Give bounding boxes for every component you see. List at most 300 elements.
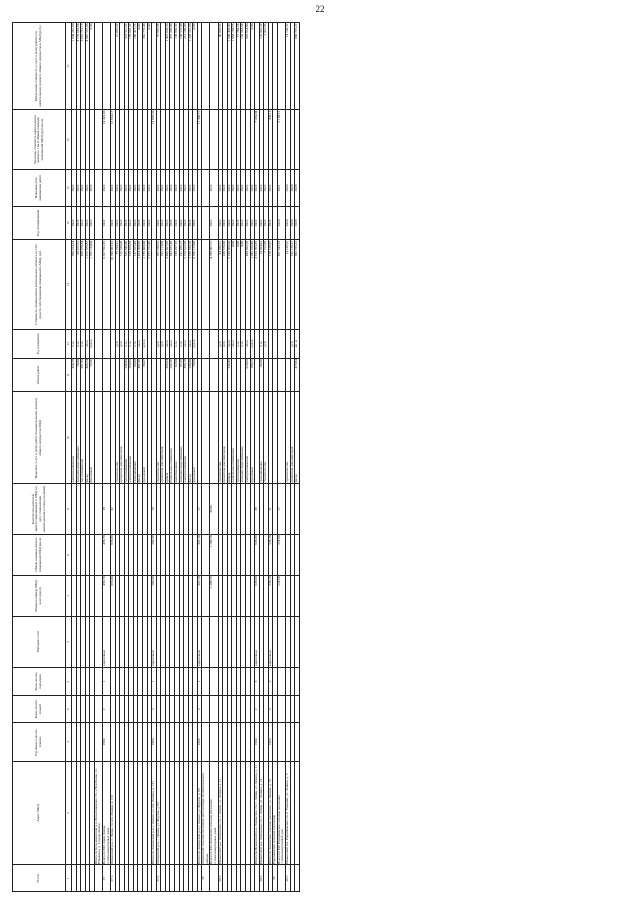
cell-end-date: 2022	[165, 170, 170, 206]
cell-max-cost	[94, 23, 102, 110]
cell-cost: 357 758,52	[156, 240, 161, 329]
column-number: 3	[66, 723, 72, 762]
cell-floors: 2	[268, 696, 273, 723]
cell-volume	[210, 358, 218, 392]
cell-year: 1964	[152, 723, 157, 762]
cell-work-type: строительство	[156, 392, 161, 484]
cell-work-type: кровля	[227, 392, 232, 484]
cell-end-date: 2022	[264, 170, 269, 206]
cell-end-date: 2022	[227, 170, 232, 206]
cell-living-area: 673,00	[111, 534, 116, 575]
cell-unit: куб.м	[143, 329, 148, 358]
cell-number	[295, 865, 300, 892]
cell-work-type: электроснабжение	[129, 392, 134, 484]
cell-end-date: 2022	[124, 170, 129, 206]
column-number: 17	[66, 23, 72, 110]
cell-plan-year: 2022	[85, 206, 90, 240]
cell-cost: 2 374 615,00	[184, 240, 189, 329]
cell-cost: 1 739 400,00	[143, 240, 148, 329]
cell-residents: 17	[277, 484, 285, 535]
column-header: Объем работ	[13, 358, 66, 392]
cell-residents: 17	[197, 484, 202, 535]
cell-address: Всего по МО Родниковское сельское поселение 1 многоквартирный дом	[277, 761, 285, 865]
cell-volume: 28,00	[76, 358, 81, 392]
cell-wall-material: кирпичные	[255, 616, 260, 667]
column-header: Предельная стоимость услуги и (или) работы по капитальному ремонту общего имущества в МКД (руб.)	[13, 23, 66, 110]
cell-work-type: фундамент	[250, 392, 255, 484]
cell-volume: 415,94	[295, 358, 300, 392]
cell-volume: 95,50	[179, 358, 184, 392]
cell-max-cost: 0,00	[90, 23, 95, 110]
cell-unit: п.м.	[179, 329, 184, 358]
cell-unit: кв.м	[85, 329, 90, 358]
cell-end-date: 2020	[286, 170, 291, 206]
cell-wall-material: кирпичные	[102, 616, 110, 667]
cell-unit: руб.	[115, 329, 120, 358]
cell-unit	[94, 329, 102, 358]
cell-end-date: 2022	[129, 170, 134, 206]
cell-plan-year: 2022	[210, 206, 218, 240]
cell-volume: 62,00	[174, 358, 179, 392]
cell-unit	[277, 329, 285, 358]
cell-end-date: 2022	[120, 170, 125, 206]
cell-residents: 18	[102, 484, 110, 535]
cell-unit: п.м.	[259, 329, 264, 358]
cell-end-date: 2022	[188, 170, 193, 206]
cell-residents: 21	[268, 484, 273, 535]
cell-entrances: 3	[255, 667, 260, 696]
cell-end-date: 2022	[81, 170, 86, 206]
cell-plan-year: 2022	[218, 206, 223, 240]
cell-max-cost: 75 985,89	[156, 23, 161, 110]
cell-plan-year: 2022	[184, 206, 189, 240]
cell-work-type: фасад	[138, 392, 143, 484]
cell-number: 27.1.	[111, 865, 116, 892]
cell-work-type: подвальные помещения	[232, 392, 237, 484]
cell-unit-cost	[202, 110, 210, 170]
cell-total-area	[295, 575, 300, 616]
cell-cost: 4 788 867,72	[210, 240, 218, 329]
cell-max-cost: 4 176 685,64	[76, 23, 81, 110]
cell-cost: 10 740 963,52	[111, 240, 116, 329]
cell-address: Родниковское сельское поселение	[273, 761, 278, 865]
cell-floors	[277, 696, 285, 723]
cell-unit: п.м.	[72, 329, 77, 358]
cell-cost: 1 379 329,20	[188, 240, 193, 329]
cell-number: 27.2.	[156, 865, 161, 892]
cell-end-date: 2021	[277, 170, 285, 206]
cell-plan-year: 2022	[156, 206, 161, 240]
header-row	[13, 23, 66, 892]
table-row	[94, 23, 102, 892]
cell-unit-cost	[210, 110, 218, 170]
cell-number: 28.1.	[218, 865, 223, 892]
cell-plan-year: 2020	[286, 206, 291, 240]
cell-floors	[295, 696, 300, 723]
cell-volume: 242,56	[170, 358, 175, 392]
cell-plan-year: 2020	[295, 206, 300, 240]
cell-max-cost: 1 058 168,95	[232, 23, 237, 110]
cell-end-date: 2022	[259, 170, 264, 206]
cell-unit: куб.м	[250, 329, 255, 358]
cell-year: 1963	[268, 723, 273, 762]
cell-cost: 660 725,22	[295, 240, 300, 329]
cell-volume: 628,60	[245, 358, 250, 392]
cell-volume	[202, 358, 210, 392]
cell-plan-year: 2022	[124, 206, 129, 240]
cell-end-date: 2020	[295, 170, 300, 206]
cell-plan-year: 2022	[236, 206, 241, 240]
cell-end-date: 2022	[102, 170, 110, 206]
cell-unit: кв.м	[227, 329, 232, 358]
table-row	[202, 23, 210, 892]
cell-work-type: фундамент	[90, 392, 95, 484]
cell-address: Итого по Лиманский р-н, г. Лиман, ул. Фрунзе, д. 93	[197, 761, 202, 865]
cell-plan-year: 2022	[193, 206, 198, 240]
cell-unit: куб.м	[193, 329, 198, 358]
cell-end-date: 2022	[241, 170, 246, 206]
cell-total-area: 458,70	[102, 575, 110, 616]
cell-plan-year: 2022	[245, 206, 250, 240]
cell-cost: 7 722,09	[264, 240, 269, 329]
cell-plan-year: 2022	[179, 206, 184, 240]
cell-end-date: 2022	[210, 170, 218, 206]
cell-plan-year: 2022	[81, 206, 86, 240]
cell-plan-year: 2022	[165, 206, 170, 240]
cell-plan-year: 2022	[255, 206, 260, 240]
cell-cost: 338 224,34	[72, 240, 77, 329]
cell-work-type: газоснабжение	[133, 392, 138, 484]
cell-work-type: проектная документация	[223, 392, 228, 484]
cell-total-area: 628,60	[255, 575, 260, 616]
table-row	[102, 23, 110, 892]
cell-work-type: проектная документация	[290, 392, 295, 484]
cell-cost: 4 610 763,35	[255, 240, 260, 329]
cell-end-date: 2022	[111, 170, 116, 206]
cell-address: Лиманский р-н, г. Лиман, ул. им. Ленина, д. 131	[111, 761, 116, 865]
cell-max-cost: 4 967 572,96	[85, 23, 90, 110]
cell-unit: руб.	[290, 329, 295, 358]
cell-cost: 161 526,17	[179, 240, 184, 329]
cell-cost: 0,00	[241, 240, 246, 329]
cell-cost: 79 190,51	[115, 240, 120, 329]
cell-plan-year: 2022	[161, 206, 166, 240]
cell-cost: 60 912,72	[76, 240, 81, 329]
cell-end-date: 2022	[133, 170, 138, 206]
cell-volume: 59,07	[143, 358, 148, 392]
cell-address: Лиманский сельское поселение эксплуатации муниципального района	[202, 761, 210, 865]
cell-unit: п.м.	[129, 329, 134, 358]
cell-end-date: 2022	[156, 170, 161, 206]
cell-unit: п.м.	[76, 329, 81, 358]
cell-floors	[202, 696, 210, 723]
cell-volume: 491,96	[138, 358, 143, 392]
cell-end-date: 2022	[143, 170, 148, 206]
table-row	[277, 23, 285, 892]
column-number: 10	[66, 392, 72, 484]
cell-volume: 369,64	[165, 358, 170, 392]
cell-work-type: фасад	[85, 392, 90, 484]
column-header: Общая площадь МКД, всего (кв.м)	[13, 575, 66, 616]
cell-total-area: 274,60	[277, 575, 285, 616]
cell-address: Всего по МО город Лиман 2 многоквартирных дома	[102, 761, 110, 865]
cell-number: 29	[273, 865, 278, 892]
cell-plan-year: 2022	[232, 206, 237, 240]
cell-end-date: 2022	[147, 170, 152, 206]
column-number: 14	[66, 206, 72, 240]
cell-unit: кв.м	[138, 329, 143, 358]
column-number: 8	[66, 534, 72, 575]
cell-unit: п.м.	[124, 329, 129, 358]
cell-work-type: проектная документация	[161, 392, 166, 484]
cell-unit: кв.м	[188, 329, 193, 358]
cell-cost: 6 327 652,35	[102, 240, 110, 329]
cell-work-type: строительство	[264, 392, 269, 484]
cell-volume: 76,60	[193, 358, 198, 392]
table-row	[295, 23, 300, 892]
cell-max-cost: 166 417,72	[133, 23, 138, 110]
cell-volume: 108,25	[250, 358, 255, 392]
cell-work-type: холодное водоснабжение	[241, 392, 246, 484]
cell-unit-cost: 14 603,59	[152, 110, 157, 170]
cell-unit-cost: 14 423,60	[102, 110, 110, 170]
cell-plan-year: 2022	[227, 206, 232, 240]
cell-work-type	[94, 392, 102, 484]
cell-max-cost: 362 773,40	[143, 23, 148, 110]
cell-cost: 0,00	[232, 240, 237, 329]
table-body	[72, 23, 300, 892]
cell-wall-material	[295, 616, 300, 667]
cell-entrances	[210, 667, 218, 696]
cell-year	[277, 723, 285, 762]
cell-cost: 198 257,76	[174, 240, 179, 329]
column-header: Адрес МКД	[13, 761, 66, 865]
cell-floors	[210, 696, 218, 723]
cell-unit: кв.м	[232, 329, 237, 358]
cell-end-date: 2022	[236, 170, 241, 206]
cell-work-type: водоотведение	[174, 392, 179, 484]
cell-address: Нежинский р-н, Лиманское с/п, с. Лиман, ул. Ленина, д. 11	[218, 761, 223, 865]
cell-work-type: проектная документация	[120, 392, 125, 484]
cell-cost: 137 015,48	[133, 240, 138, 329]
cell-address	[295, 761, 300, 865]
cell-end-date: 2022	[115, 170, 120, 206]
column-header: Перечень услуг и (или) работ по капитальному ремонту общего имущества МКД	[13, 392, 66, 484]
cell-unit: кв.м	[245, 329, 250, 358]
cell-living-area: 458,70	[102, 534, 110, 575]
cell-address: Нежинский р-н, Лиманское с/п, с. Лиман, ул. Ленина, д. 13	[259, 761, 264, 865]
cell-end-date: 2022	[245, 170, 250, 206]
cell-end-date: 2022	[90, 170, 95, 206]
cell-end-date: 2022	[184, 170, 189, 206]
column-number: 7	[66, 575, 72, 616]
cell-volume: 538,80	[188, 358, 193, 392]
cell-end-date: 2022	[138, 170, 143, 206]
cell-work-type: фасад	[188, 392, 193, 484]
cell-year	[295, 723, 300, 762]
column-number: 9	[66, 484, 72, 535]
cell-wall-material	[202, 616, 210, 667]
column-header: Плановая дата завершения работ	[13, 170, 66, 206]
cell-plan-year: 2020	[277, 206, 285, 240]
cell-entrances: 1	[197, 667, 202, 696]
cell-plan-year: 2022	[120, 206, 125, 240]
column-number: 5	[66, 667, 72, 696]
cell-living-area: 274,60	[277, 534, 285, 575]
table-container	[12, 22, 626, 892]
cell-number	[210, 865, 218, 892]
cell-work-type: строительство	[286, 392, 291, 484]
cell-plan-year: 2022	[250, 206, 255, 240]
cell-entrances	[277, 667, 285, 696]
cell-address: Итого по Лиманский р-н, г. Лиман, ул. им. Ленина, д. 131	[152, 761, 157, 865]
cell-unit: п.м.	[241, 329, 246, 358]
cell-unit: руб.	[156, 329, 161, 358]
column-header: Удельная стоимость капитального ремонта 1 кв.м общей площади помещений МКД (руб./кв.м)	[13, 110, 66, 170]
cell-entrances: 1	[102, 667, 110, 696]
cell-floors: 2	[197, 696, 202, 723]
cell-address: Лиманский р-н, г. Лиман, ул. Фрунзе, д. 93	[156, 761, 161, 865]
cell-max-cost: 14 139,52	[286, 23, 291, 110]
column-header: № п/п	[13, 865, 66, 892]
cell-number: 28.2.	[259, 865, 264, 892]
cell-unit-cost: 17 300,77	[197, 110, 202, 170]
cell-volume	[277, 358, 285, 392]
column-number: 1	[66, 865, 72, 892]
column-header: Стоимость планируемого капитального ремонта за счет средств собственников помещений в МКД, руб.	[13, 240, 66, 329]
cell-end-date: 2022	[161, 170, 166, 206]
cell-end-date: 2020	[290, 170, 295, 206]
cell-end-date: 2022	[250, 170, 255, 206]
cell-year	[202, 723, 210, 762]
cell-work-type: строительство	[115, 392, 120, 484]
cell-plan-year: 2022	[143, 206, 148, 240]
cell-end-date: 2022	[255, 170, 260, 206]
cell-cost: 1 424 398,99	[138, 240, 143, 329]
cell-entrances	[295, 667, 300, 696]
cell-entrances: 3	[268, 667, 273, 696]
cell-max-cost: 518 521,52	[124, 23, 129, 110]
cell-max-cost: 40 983,82	[218, 23, 223, 110]
cell-max-cost: 122 901,32	[259, 23, 264, 110]
cell-unit: кв.м	[170, 329, 175, 358]
cell-cost: 3 499 857,03	[165, 240, 170, 329]
cell-work-type: фундамент	[193, 392, 198, 484]
cell-wall-material: кирпичные	[152, 616, 157, 667]
cell-cost: 218 878,38	[129, 240, 134, 329]
cell-cost: 178 126,97	[268, 240, 273, 329]
cell-unit: п.м.	[236, 329, 241, 358]
cell-cost: 192 213,00	[161, 240, 166, 329]
cell-max-cost: 2 022,85	[264, 23, 269, 110]
cell-max-cost: 1 604 241,60	[72, 23, 77, 110]
cell-work-type	[202, 392, 210, 484]
cell-residents	[295, 484, 300, 535]
cell-max-cost	[102, 23, 110, 110]
cell-cost: 108 570,00	[223, 240, 228, 329]
cell-year: 1902	[197, 723, 202, 762]
column-number: 11	[66, 358, 72, 392]
cell-plan-year: 2022	[241, 206, 246, 240]
cell-unit: п.м.	[133, 329, 138, 358]
cell-plan-year: 2022	[133, 206, 138, 240]
cell-total-area: 578,10	[268, 575, 273, 616]
cell-max-cost: 660 725,22	[295, 23, 300, 110]
column-number: 4	[66, 696, 72, 723]
cell-max-cost: 1 228 141,20	[188, 23, 193, 110]
cell-living-area: 283,90	[152, 534, 157, 575]
cell-plan-year: 2022	[102, 206, 110, 240]
cell-unit: куб.м	[90, 329, 95, 358]
cell-end-date: 2022	[85, 170, 90, 206]
cell-work-type: электроснабжение	[184, 392, 189, 484]
cell-floors: 2	[152, 696, 157, 723]
cell-volume: 72,66	[90, 358, 95, 392]
cell-unit-cost: 308,12	[268, 110, 273, 170]
cell-volume: 398,10	[184, 358, 189, 392]
cell-year	[210, 723, 218, 762]
cell-max-cost: 475 230,00	[170, 23, 175, 110]
cell-plan-year: 2022	[264, 206, 269, 240]
cell-total-area: 391,10	[197, 575, 202, 616]
cell-max-cost: 71 766,24	[236, 23, 241, 110]
column-header: Количество жителей, зарегистрированных в МКД на дату утверждения краткосрочного плана (человек)	[13, 484, 66, 535]
cell-max-cost: 3 691 722,16	[81, 23, 86, 110]
cell-number: 28	[202, 865, 210, 892]
cell-unit: руб.	[264, 329, 269, 358]
cell-cost: 5 975 722,46	[147, 240, 152, 329]
cell-living-area: 628,60	[255, 534, 260, 575]
cell-work-type: фундамент	[143, 392, 148, 484]
cell-end-date: 2022	[268, 170, 273, 206]
cell-cost: 14 139,52	[286, 240, 291, 329]
cell-volume	[94, 358, 102, 392]
cell-plan-year: 2022	[115, 206, 120, 240]
cell-floors: 2	[102, 696, 110, 723]
cell-unit	[210, 329, 218, 358]
cell-work-type	[210, 392, 218, 484]
cell-address: Итого по Куньлашевской р-н, Куньлашевское с/п, д.Чер Кунья, ул. Южанина, д. 2 город Лиман	[94, 761, 102, 865]
cell-residents: 38	[255, 484, 260, 535]
cell-work-type: подвальные помещения	[170, 392, 175, 484]
rotated-page	[12, 22, 626, 892]
cell-cost: 182 178,17	[290, 240, 295, 329]
cell-end-date: 2022	[170, 170, 175, 206]
cell-year: 1982	[102, 723, 110, 762]
cell-plan-year: 2022	[72, 206, 77, 240]
cell-wall-material: кирпичные	[268, 616, 273, 667]
cell-total-area: 283,90	[152, 575, 157, 616]
cell-residents: 39,00	[210, 484, 218, 535]
cell-wall-material: кирпичные	[197, 616, 202, 667]
cell-total-area: 673,00	[111, 575, 116, 616]
cell-total-area: 1 206,70	[210, 575, 218, 616]
cell-work-type: холодное водоснабжение	[76, 392, 81, 484]
cell-plan-year: 2022	[188, 206, 193, 240]
cell-plan-year: 2022	[223, 206, 228, 240]
column-number: 12	[66, 329, 72, 358]
cell-wall-material	[277, 616, 285, 667]
cell-unit	[202, 329, 210, 358]
cell-plan-year: 2022	[138, 206, 143, 240]
cell-max-cost: 316 614,80	[245, 23, 250, 110]
cell-plan-year: 2022	[147, 206, 152, 240]
cell-unit: руб.	[120, 329, 125, 358]
cell-number: 29.1.	[286, 865, 291, 892]
cell-year: 1964	[255, 723, 260, 762]
cell-max-cost	[210, 23, 218, 110]
cell-plan-year: 2022	[259, 206, 264, 240]
